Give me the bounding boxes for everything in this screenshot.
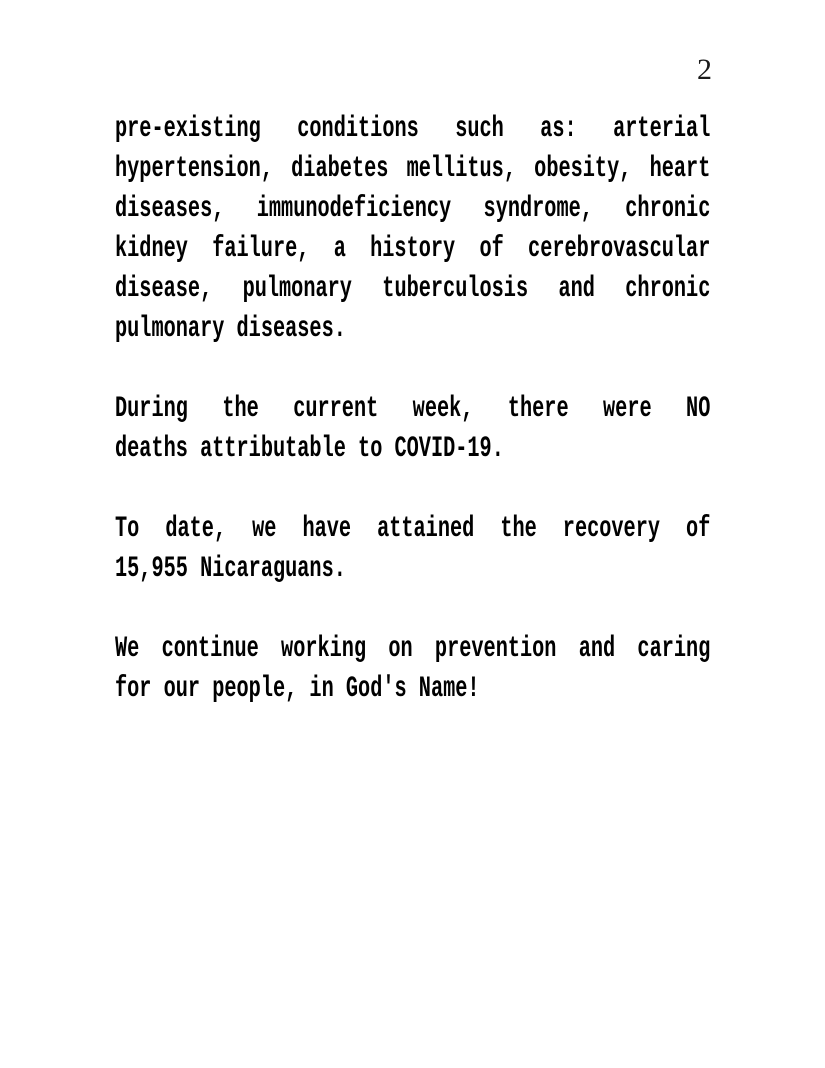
paragraph-no-deaths [115, 389, 710, 469]
text-line: disease, pulmonary tuberculosis and chronic [115, 272, 711, 306]
text-line: diseases, immunodeficiency syndrome, chronic [115, 192, 711, 226]
text-line: During the current week, there were NO [115, 392, 711, 426]
text-line: pre-existing conditions such as: arterial [115, 112, 711, 146]
text-line: To date, we have attained the recovery of [115, 512, 711, 546]
text-line: We continue working on prevention and caring [115, 632, 711, 666]
text-line: 15,955 Nicaraguans. [115, 552, 346, 586]
text-line: kidney failure, a history of cerebrovascular [115, 232, 711, 266]
paragraph-closing [115, 629, 710, 709]
paragraph-preexisting-conditions [115, 109, 710, 349]
document-body [115, 109, 710, 749]
text-line: for our people, in God's Name! [115, 672, 480, 706]
text-line: hypertension, diabetes mellitus, obesity, heart [115, 152, 711, 186]
page-number: 2 [697, 53, 712, 86]
text-line: pulmonary diseases. [115, 312, 346, 346]
paragraph-recoveries [115, 509, 710, 589]
text-line: deaths attributable to COVID-19. [115, 432, 504, 466]
